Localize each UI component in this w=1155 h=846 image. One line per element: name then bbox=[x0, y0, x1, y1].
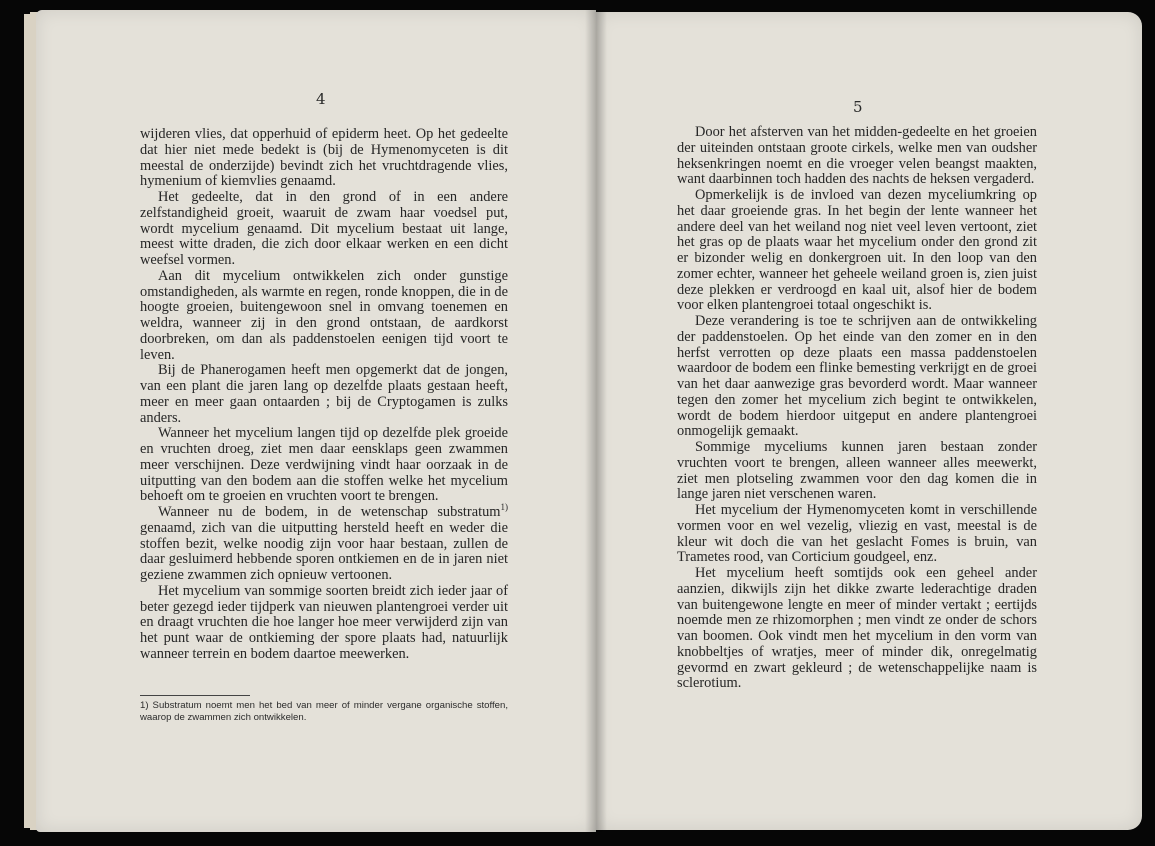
right-page-body bbox=[677, 125, 1037, 692]
paragraph: Bij de Phanerogamen heeft men opgemerkt dat de jongen, van een plant die jaren lang op dezelfde plaats gestaan heeft, meer en meer gaan ontaarden ; bij de Cryptogamen is zulks anders. bbox=[140, 362, 508, 426]
paragraph: Het gedeelte, dat in den grond of in een andere zelfstandigheid groeit, waaruit de zwam haar voedsel put, wordt mycelium genaamd. Dit mycelium bestaat uit lange, meest witte draden, die zich door elkaar werken en een dicht weefsel vormen. bbox=[140, 189, 508, 268]
paragraph: Het mycelium der Hymenomyceten komt in verschillende vormen voor en wel vezelig, vliezig en vast, meestal is de kleur wit doch die van het geslacht Fomes is bruin, van Trametes rood, van Corticium goudgeel, enz. bbox=[677, 502, 1037, 566]
paragraph-text: Wanneer nu de bodem, in de wetenschap substratum bbox=[158, 504, 501, 520]
paragraph: Aan dit mycelium ontwikkelen zich onder gunstige omstandigheden, als warmte en regen, ronde knoppen, die in de hoogte groeien, buitengewoon snel in omvang toenemen en weldra, wanneer zij in den grond ontstaan, de aardkorst doorbreken, om dan als paddenstoelen eenigen tijd voort te leven. bbox=[140, 267, 508, 363]
right-page-number: 5 bbox=[853, 98, 863, 116]
paragraph: wijderen vlies, dat opperhuid of epiderm heet. Op het gedeelte dat hier niet mede bedekt is (bij de Hymenomyceten is dit meestal de onderzijde) bevindt zich het vruchtdragende vlies, hymenium of kiemvlies genaamd. bbox=[140, 126, 508, 190]
book-gutter bbox=[585, 10, 607, 832]
paragraph-text-continued: genaamd, zich van die uitputting hersteld heeft en weder die stoffen bezit, welke noodig zijn voor haar bestaan, zullen de daar gesluimerd hebbende sporen ontkiemen en de in jaren niet geziene zwammen zich opnieuw vertoonen. bbox=[140, 519, 508, 583]
paragraph: Deze verandering is toe te schrijven aan de ontwikkeling der paddenstoelen. Op het einde van den zomer en in den herfst verrotten op deze plaats een massa paddenstoelen waardoor de bodem een flinke bemesting verkrijgt en de groei van het daar aanwezige gras bevorderd wordt. Maar wanneer tegen den zomer het mycelium zich begint te ontwikkelen, wordt de bodem hierdoor uitgeput en andere plantengroei onmogelijk gemaakt. bbox=[677, 313, 1037, 440]
footnote-rule bbox=[140, 695, 250, 696]
left-page-body bbox=[140, 127, 508, 663]
footnote-marker: 1) bbox=[500, 502, 508, 513]
paragraph: Wanneer het mycelium langen tijd op dezelfde plek groeide en vruchten droeg, ziet men daar eensklaps geen zwammen meer verschijnen. Deze verdwijning vindt haar oorzaak in de uitputting van den bodem aan die stoffen welke het mycelium behoeft om te groeien en vruchten voort te brengen. bbox=[140, 425, 508, 505]
paragraph bbox=[140, 502, 508, 584]
paragraph: Opmerkelijk is de invloed van dezen myceliumkring op het daar groeiende gras. In het begin der lente wanneer het andere deel van het weiland nog niet veel leven vertoont, ziet het gras op de plaats waar het mycelium onder den grond zit er bizonder welig en donkergroen uit. In den loop van den zomer echter, wanneer het geheele weiland groen is, zien juist deze plekken er verdroogd en kaal uit, alsof hier de bodem voor elken plantengroei totaal ongeschikt is. bbox=[677, 187, 1037, 314]
footnote: 1) Substratum noemt men het bed van meer of minder vergane organische stoffen, waarop de zwammen zich ontwikkelen. bbox=[140, 700, 508, 723]
paragraph: Het mycelium heeft somtijds ook een geheel ander aanzien, dikwijls zijn het dikke zwarte lederachtige draden van buitengewone lengte en meer of minder vertakt ; eertijds noemde men ze rhizomorphen ; men vindt ze onder de schors van boomen. Ook vindt men het mycelium in den vorm van knobbeltjes of wratjes, meer of minder dik, onregelmatig gevormd en zwart gekleurd ; de wetenschappelijke naam is sclerotium. bbox=[677, 565, 1037, 692]
paragraph: Door het afsterven van het midden-gedeelte en het groeien der uiteinden ontstaan groote cirkels, welke men van oudsher heksenkringen noemt en die vroeger velen beangst maakten, want daarbinnen toch hadden des nachts de heksen vergaderd. bbox=[677, 124, 1037, 188]
left-page-number: 4 bbox=[316, 90, 326, 108]
paragraph: Sommige myceliums kunnen jaren bestaan zonder vruchten voort te brengen, alleen wanneer alles meewerkt, ziet men plotseling zwammen voor den dag komen die in lange jaren niet verschenen waren. bbox=[677, 439, 1037, 503]
paragraph: Het mycelium van sommige soorten breidt zich ieder jaar of beter gezegd ieder tijdperk van nieuwen plantengroei verder uit en draagt vruchten die hoe langer hoe meer verwijderd zijn van het punt waar de ontkieming der spore plaats had, natuurlijk wanneer terrein en bodem daartoe meewerken. bbox=[140, 582, 508, 662]
